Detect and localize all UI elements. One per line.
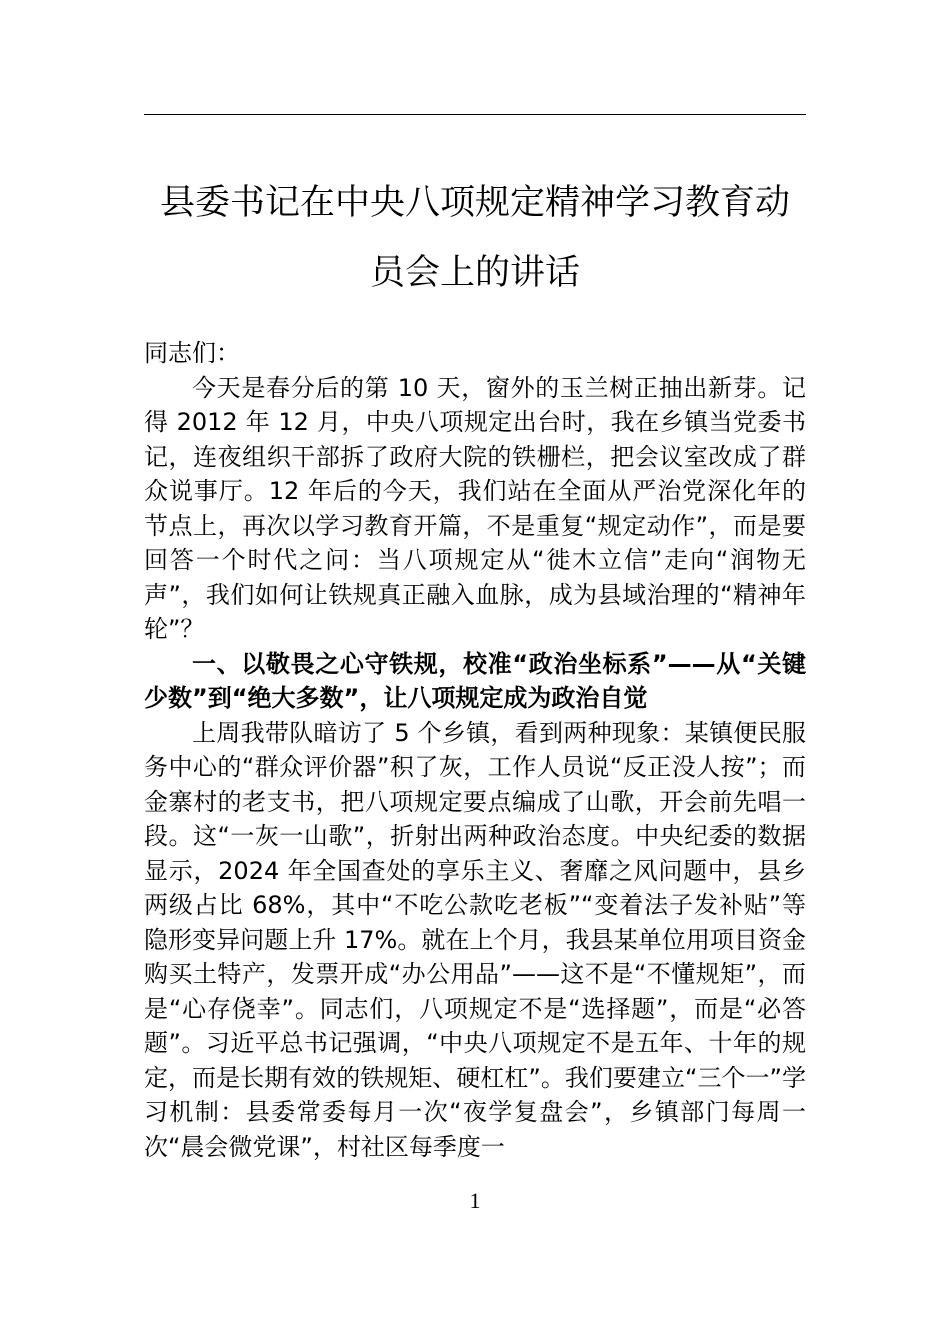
title-line-1: 县委书记在中央八项规定精神学习教育动 bbox=[159, 183, 790, 223]
section-paragraph: 上周我带队暗访了 5 个乡镇，看到两种现象：某镇便民服务中心的“群众评价器”积了灰，工作人员说“反正没人按”；而金寨村的老支书，把八项规定要点编成了山歌，开会前先唱一段。这“一灰一山歌”，折射出两种政治态度。中央纪委的数据显示，2024 年全国查处的享乐主义、奢靡之风问题中，县乡两级占比 68%，其中“不吃公款吃老板”“变着法子发补贴”等隐形变异问题上升 17%。就在上个月，我县某单位用项目资金购买土特产，发票开成“办公用品”——这不是“不懂规矩”，而是“心存侥幸”。同志们，八项规定不是“选择题”，而是“必答题”。习近平总书记强调，“中央八项规定不是五年、十年的规定，而是长期有效的铁规矩、硬杠杠”。我们要建立“三个一”学习机制：县委常委每月一次“夜学复盘会”，乡镇部门每周一次“晨会微党课”，村社区每季度一 bbox=[144, 718, 806, 1161]
title-line-2: 员会上的讲话 bbox=[369, 253, 580, 293]
document-title bbox=[144, 168, 806, 308]
section-heading: 一、以敬畏之心守铁规，校准“政治坐标系”——从“关键少数”到“绝大多数”，让八项规定成为政治自觉 bbox=[144, 649, 806, 712]
header-rule bbox=[144, 114, 806, 115]
paragraph-intro: 今天是春分后的第 10 天，窗外的玉兰树正抽出新芽。记得 2012 年 12 月，中央八项规定出台时，我在乡镇当党委书记，连夜组织干部拆了政府大院的铁栅栏，把会议室改成了群众说事厅。12 年后的今天，我们站在全面从严治党深化年的节点上，再次以学习教育开篇，不是重复“规定动作”，而是要回答一个时代之问：当八项规定从“徙木立信”走向“润物无声”，我们如何让铁规真正融入血脉，成为县域治理的“精神年轮”？ bbox=[144, 373, 806, 643]
greeting: 同志们： bbox=[144, 339, 240, 367]
document-body bbox=[144, 336, 806, 1164]
page-number: 1 bbox=[469, 1188, 481, 1213]
